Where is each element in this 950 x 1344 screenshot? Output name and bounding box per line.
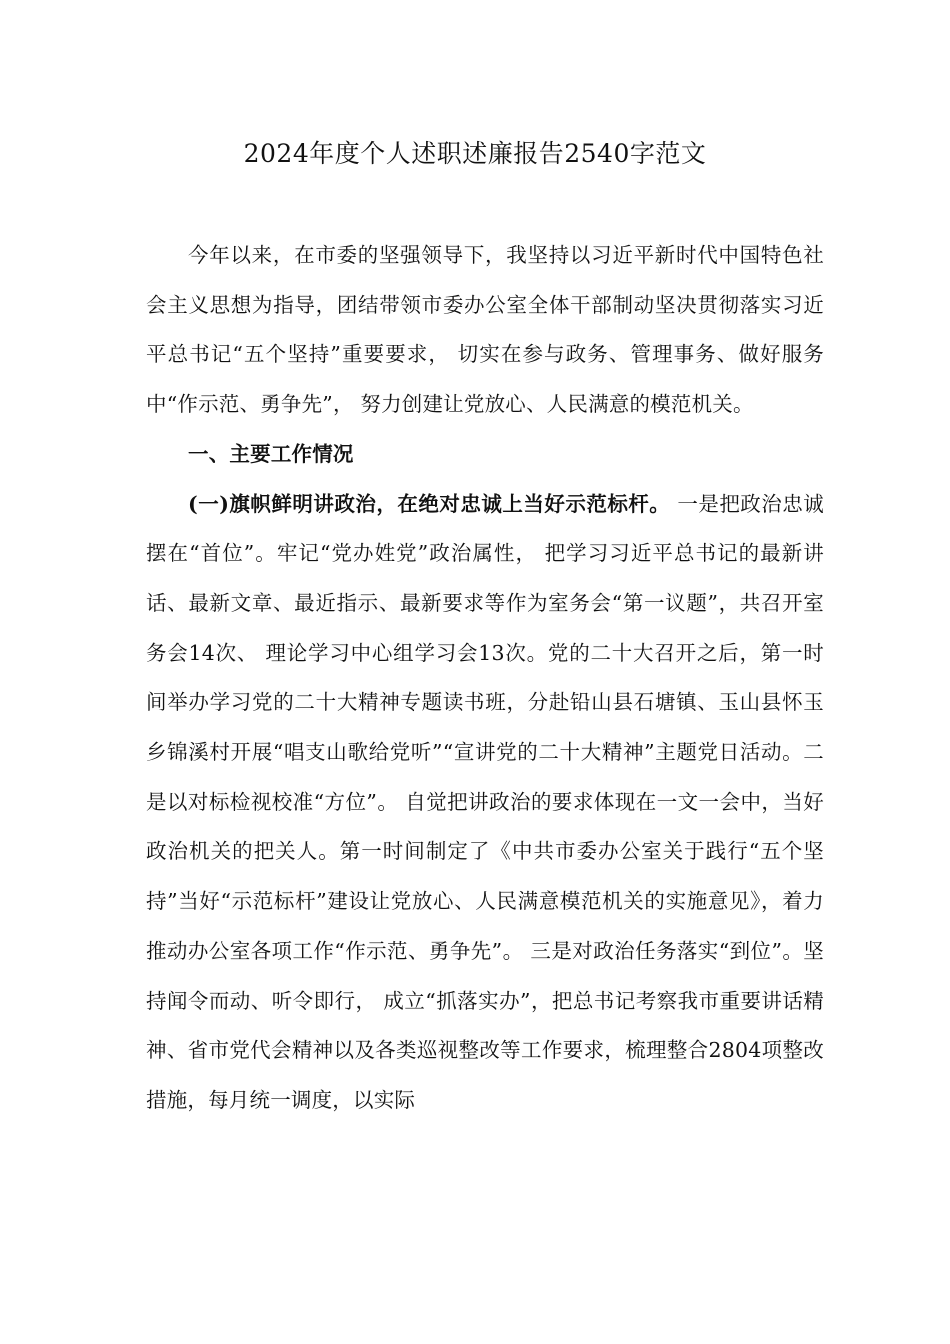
section-heading: 一、主要工作情况 xyxy=(188,441,354,466)
document-title: 2024年度个人述职述廉报告2540字范文 xyxy=(243,139,707,168)
subsection-heading: (一)旗帜鲜明讲政治，在绝对忠诚上当好示范标杆。 xyxy=(188,491,671,516)
intro-paragraph: 今年以来，在市委的坚强领导下，我坚持以习近平新时代中国特色社会主义思想为指导，团结带领市委办公室全体干部制动坚决贯彻落实习近平总书记“五个坚持”重要要求， 切实在参与政务、管理事务、做好服务中“作示范、勇争先”， 努力创建让党放心、人民满意的模范机关。 xyxy=(146,243,824,417)
subsection-body: 一是把政治忠诚摆在“首位”。牢记“党办姓党”政治属性， 把学习习近平总书记的最新讲话、最新文章、最近指示、最新要求等作为室务会“第一议题”，共召开室务会14次、 理论学习中心组学习会13次。党的二十大召开之后，第一时间举办学习党的二十大精神专题读书班，分赴铅山县石塘镇、玉山县怀玉乡锦溪村开展“唱支山歌给党听”“宣讲党的二十大精神”主题党日活动。二是以对标检视校准“方位”。 自觉把讲政治的要求体现在一文一会中，当好政治机关的把关人。第一时间制定了《中共市委办公室关于践行“五个坚持”当好“示范标杆”建设让党放心、人民满意模范机关的实施意见》，着力推动办公室各项工作“作示范、勇争先”。 三是对政治任务落实“到位”。坚持闻令而动、听令即行， 成立“抓落实办”，把总书记考察我市重要讲话精神、省市党代会精神以及各类巡视整改等工作要求，梳理整合2804项整改措施，每月统一调度，以实际 xyxy=(146,491,824,1112)
document-body xyxy=(146,231,824,1126)
subsection-paragraph xyxy=(146,480,824,1126)
